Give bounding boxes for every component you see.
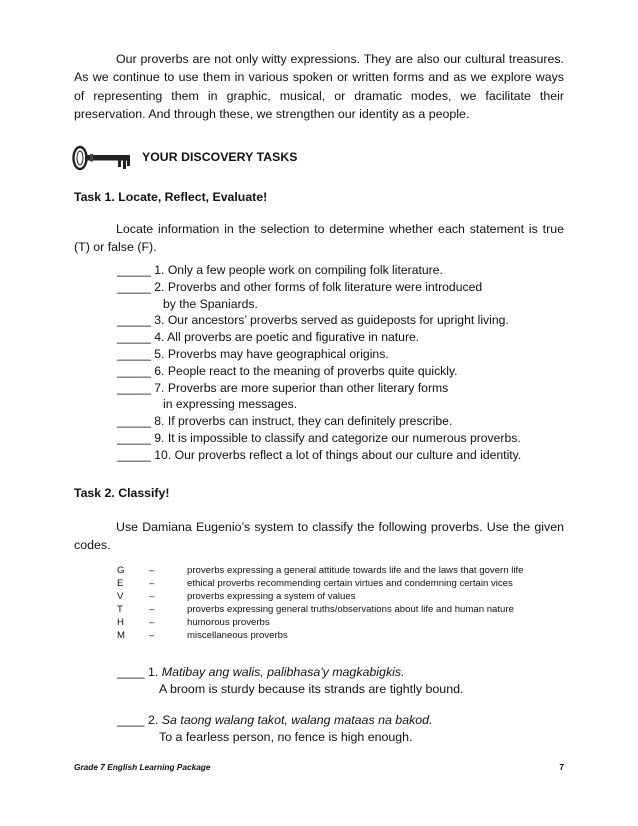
item-text: _____ 5. Proverbs may have geographical origins.	[117, 346, 389, 361]
code-description: proverbs expressing a system of values	[187, 591, 356, 603]
discovery-tasks-heading: YOUR DISCOVERY TASKS	[142, 150, 298, 164]
list-item[interactable]	[117, 447, 562, 464]
list-item[interactable]	[117, 262, 562, 279]
list-item[interactable]	[117, 413, 562, 430]
code-row	[117, 590, 524, 603]
codes-list	[117, 564, 524, 643]
code-row	[117, 577, 524, 590]
key-icon	[72, 145, 134, 171]
code-dash: –	[149, 591, 155, 603]
list-item[interactable]	[117, 279, 562, 313]
list-item[interactable]	[117, 346, 562, 363]
code-dash: –	[149, 617, 155, 629]
page-footer	[74, 762, 564, 776]
item-text: _____ 10. Our proverbs reflect a lot of things about our culture and identity.	[117, 447, 522, 462]
item-text: _____ 4. All proverbs are poetic and figurative in nature.	[117, 330, 420, 345]
code-description: miscellaneous proverbs	[187, 630, 288, 642]
page-number: 7	[559, 762, 564, 772]
task2-title: Task 2. Classify!	[74, 486, 170, 500]
item-text: _____ 9. It is impossible to classify and categorize our numerous proverbs.	[117, 430, 521, 445]
true-false-list	[117, 262, 562, 464]
list-item[interactable]	[117, 363, 562, 380]
list-item[interactable]	[117, 430, 562, 447]
item-continuation: in expressing messages.	[163, 397, 298, 412]
code-description: ethical proverbs recommending certain virtues and condemning certain vices	[187, 578, 513, 590]
code-description: proverbs expressing a general attitude towards life and the laws that govern life	[187, 565, 524, 576]
proverb-blank: ____ 1.	[117, 665, 162, 679]
proverb-tagalog: Sa taong walang takot, walang mataas na bakod.	[161, 713, 433, 727]
list-item[interactable]	[117, 329, 562, 346]
code-letter: M	[117, 630, 125, 642]
code-letter: T	[117, 604, 123, 616]
code-dash: –	[149, 604, 155, 616]
code-letter: H	[117, 617, 124, 629]
item-text: _____ 3. Our ancestors’ proverbs served as guideposts for upright living.	[117, 313, 509, 328]
code-letter: V	[117, 591, 124, 603]
item-text: _____ 7. Proverbs are more superior than other literary forms	[117, 380, 449, 395]
list-item[interactable]	[117, 312, 562, 329]
proverb-english: To a fearless person, no fence is high enough.	[159, 729, 413, 744]
code-description: proverbs expressing general truths/observations about life and human nature	[187, 604, 514, 616]
code-row	[117, 564, 524, 577]
intro-paragraph: Our proverbs are not only witty expressions. They are also our cultural treasures. As we continue to use them in various spoken or written forms and as we explore ways of representing them in graphic, musical, or dramatic modes, we facilitate their preservation. And through these, we strengthen our identity as a people.	[74, 52, 564, 121]
code-letter: E	[117, 578, 124, 590]
code-letter: G	[117, 565, 125, 576]
code-description: humorous proverbs	[187, 617, 270, 629]
item-text: _____ 8. If proverbs can instruct, they can definitely prescribe.	[117, 414, 453, 429]
task1-title: Task 1. Locate, Reflect, Evaluate!	[74, 190, 268, 204]
task2-instruction: Use Damiana Eugenio’s system to classify the following proverbs. Use the given codes.	[74, 520, 564, 553]
code-row	[117, 629, 524, 642]
item-continuation: by the Spaniards.	[163, 296, 258, 311]
item-text: _____ 6. People react to the meaning of proverbs quite quickly.	[117, 363, 458, 378]
code-dash: –	[149, 578, 155, 590]
proverb-tagalog: Matibay ang walis, palibhasa'y magkabigkis.	[161, 665, 405, 679]
code-row	[117, 616, 524, 629]
proverb-item[interactable]	[117, 664, 557, 698]
code-dash: –	[149, 565, 155, 576]
item-text: _____ 2. Proverbs and other forms of folk literature were introduced	[117, 279, 483, 294]
code-row	[117, 603, 524, 616]
item-text: _____ 1. Only a few people work on compiling folk literature.	[117, 263, 443, 277]
list-item[interactable]	[117, 380, 562, 414]
proverb-blank: ____ 2.	[117, 713, 162, 727]
proverb-english: A broom is sturdy because its strands are tightly bound.	[159, 681, 464, 696]
proverb-item[interactable]	[117, 712, 557, 746]
code-dash: –	[149, 630, 155, 642]
task1-instruction: Locate information in the selection to determine whether each statement is true (T) or false (F).	[74, 222, 564, 255]
footer-title: Grade 7 English Learning Package	[74, 762, 211, 772]
